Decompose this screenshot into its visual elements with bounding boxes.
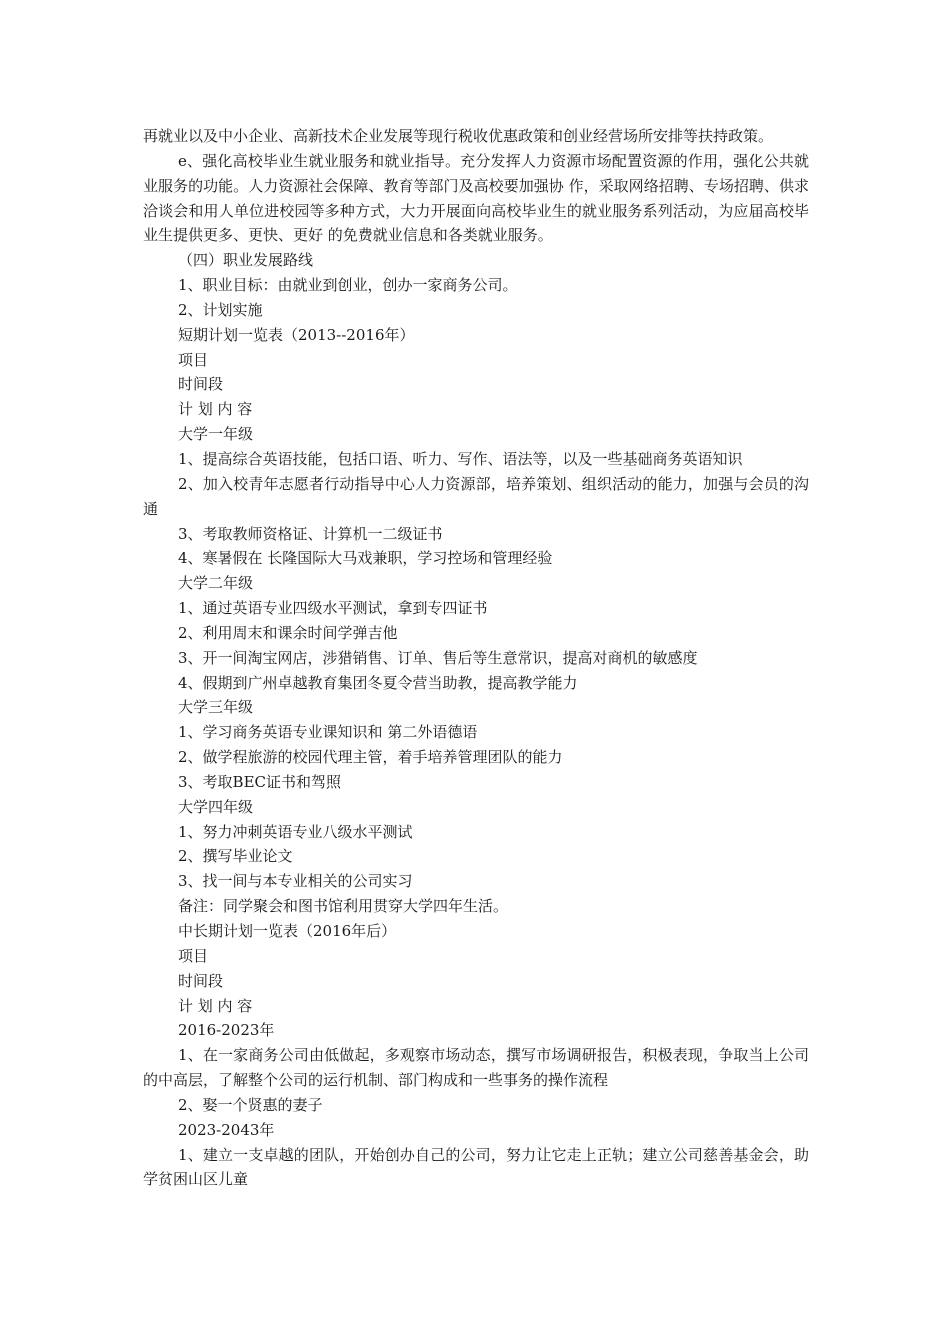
- paragraph: 时间段: [178, 375, 224, 394]
- paragraph: 短期计划一览表（2013--2016年）: [178, 325, 415, 344]
- paragraph: 2、计划实施: [178, 300, 263, 319]
- paragraph: 备注：同学聚会和图书馆利用贯穿大学四年生活。: [178, 897, 509, 916]
- paragraph: 1、通过英语专业四级水平测试，拿到专四证书: [178, 599, 488, 618]
- paragraph: 2、利用周末和课余时间学弹吉他: [178, 623, 398, 642]
- paragraph: 中长期计划一览表（2016年后）: [178, 922, 397, 940]
- paragraph: 2、加入校青年志愿者行动指导中心人力资源部，培养策划、组织活动的能力，加强与会员的沟通: [143, 474, 809, 518]
- paragraph: 项目: [178, 350, 209, 369]
- paragraph: 4、假期到广州卓越教育集团冬夏令营当助教，提高教学能力: [178, 673, 578, 692]
- paragraph: 3、找一间与本专业相关的公司实习: [178, 872, 413, 891]
- paragraph: 1、提高综合英语技能，包括口语、听力、写作、语法等，以及一些基础商务英语知识: [178, 449, 743, 468]
- paragraph: 1、在一家商务公司由低做起，多观察市场动态，撰写市场调研报告，积极表现，争取当上公司的中高层，了解整个公司的运行机制、部门构成和一些事务的操作流程: [143, 1046, 809, 1090]
- paragraph: （四）职业发展路线: [178, 251, 314, 270]
- paragraph: 大学四年级: [178, 797, 254, 816]
- paragraph: 大学一年级: [178, 425, 254, 444]
- paragraph: 2、娶一个贤惠的妻子: [178, 1095, 323, 1114]
- paragraph: 计 划 内 容: [178, 996, 253, 1015]
- paragraph: 1、努力冲刺英语专业八级水平测试: [178, 822, 413, 841]
- paragraph: 大学二年级: [178, 574, 254, 593]
- paragraph: 计 划 内 容: [178, 400, 253, 419]
- paragraph: 再就业以及中小企业、高新技术企业发展等现行税收优惠政策和创业经营场所安排等扶持政策。: [143, 127, 774, 145]
- paragraph: 1、学习商务英语专业课知识和 第二外语德语: [178, 723, 478, 742]
- paragraph: 4、寒暑假在 长隆国际大马戏兼职，学习控场和管理经验: [178, 549, 553, 568]
- paragraph: 1、职业目标：由就业到创业，创办一家商务公司。: [178, 276, 518, 295]
- paragraph: 2、撰写毕业论文: [178, 847, 293, 866]
- paragraph: 2023-2043年: [178, 1120, 275, 1139]
- paragraph: 3、开一间淘宝网店，涉猎销售、订单、售后等生意常识，提高对商机的敏感度: [178, 648, 698, 667]
- paragraph: e、强化高校毕业生就业服务和就业指导。充分发挥人力资源市场配置资源的作用，强化公共就业服务的功能。人力资源社会保障、教育等部门及高校要加强协 作，采取网络招聘、专场招聘、供求洽谈会和用人单位进校园等多种方式，大力开展面向高校毕业生的就业服务系列活动，为应届高校毕业生提供更多、更快、更好 的免费就业信息和各类就业服务。: [143, 151, 809, 245]
- paragraph: 项目: [178, 946, 209, 965]
- paragraph: 时间段: [178, 971, 224, 990]
- document-page: [143, 124, 809, 1192]
- paragraph: 大学三年级: [178, 698, 254, 717]
- paragraph: 3、考取教师资格证、计算机一二级证书: [178, 524, 443, 543]
- paragraph: 1、建立一支卓越的团队，开始创办自己的公司，努力让它走上正轨；建立公司慈善基金会，助学贫困山区儿童: [143, 1145, 809, 1189]
- paragraph: 3、考取BEC证书和驾照: [178, 772, 341, 791]
- paragraph: 2、做学程旅游的校园代理主管，着手培养管理团队的能力: [178, 748, 563, 767]
- paragraph: 2016-2023年: [178, 1021, 275, 1040]
